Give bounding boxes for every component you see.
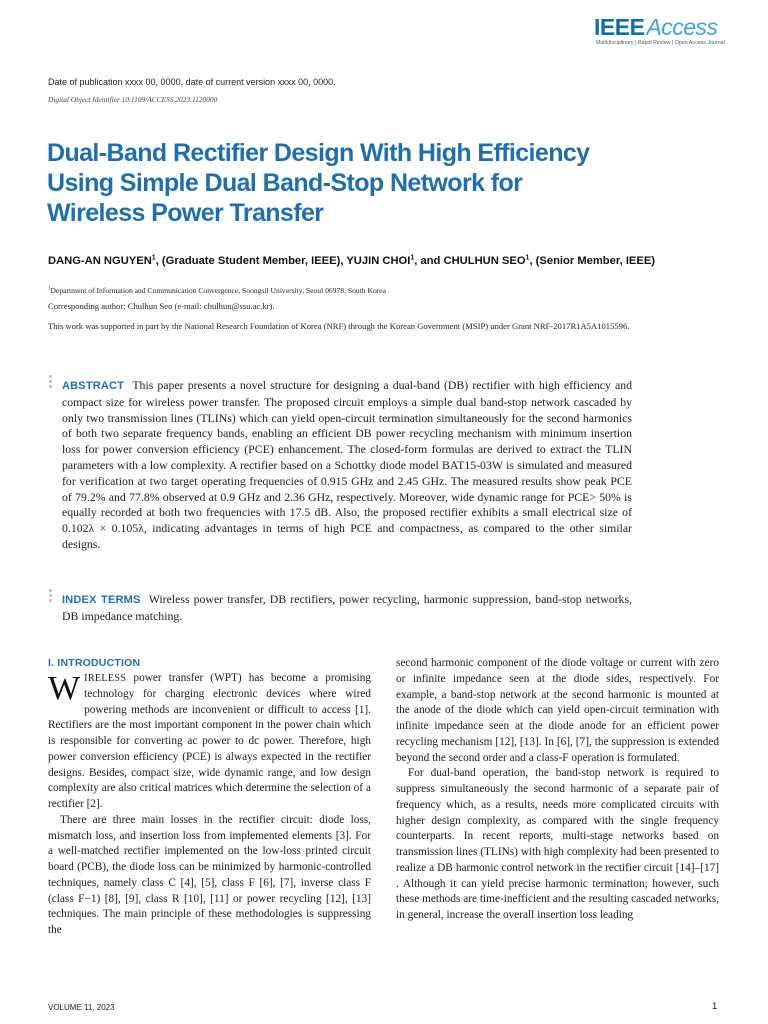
abstract (62, 378, 632, 553)
author-name: YUJIN CHOI (346, 255, 411, 267)
first-word-smallcaps: IRELESS (84, 673, 127, 684)
page-number: 1 (712, 1001, 718, 1012)
author-affiliation-mark: 1 (151, 254, 156, 262)
abstract-marker-dots (49, 375, 52, 390)
title-line-1: Dual-Band Rectifier Design With High Efficiency (47, 139, 590, 167)
affiliation (48, 286, 386, 295)
section-heading: I. INTRODUCTION (48, 657, 141, 669)
logo-ieee-text: IEEE (594, 14, 645, 40)
logo-tagline: Multidisciplinary | Rapid Review | Open Access Journal (596, 40, 725, 46)
abstract-text: This paper presents a novel structure for designing a dual-band (DB) rectifier with high efficiency and compact size for wireless power transfer. The proposed circuit employs a simple dual band-stop network cascaded by only two transmission lines (TLINs) which can yield open-circuit termination simultaneously for the second harmonics of both two separate frequency bands, enabling an efficient DB power recycling mechanism with minimum insertion loss for power conversion efficiency (PCE) enhancement. The closed-form formulas are derived to extract the TLIN parameters with a low complexity. A rectifier based on a Schottky diode model BAT15-03W is simulated and measured for verification at two target operating frequencies of 0.915 GHz and 2.45 GHz. The measured results show peak PCE of 79.2% and 77.8% observed at 0.9 GHz and 2.36 GHz, respectively. Moreover, wide dynamic range for PCE> 50% is equally recorded at both two frequencies with 17.5 dB. Also, the proposed rectifier exhibits a small electrical size of 0.102λ × 0.105λ, indicating advantages in terms of high PCE and compactness, as compared to the other similar designs. (62, 378, 632, 551)
title-line-2: Using Simple Dual Band-Stop Network for (47, 169, 523, 197)
footer-volume: VOLUME 11, 2023 (48, 1003, 115, 1012)
ieee-access-logo (594, 14, 725, 48)
title-line-3: Wireless Power Transfer (47, 199, 324, 227)
author-role: , (Graduate Student Member, IEEE), (155, 255, 347, 267)
abstract-heading: ABSTRACT (62, 380, 125, 392)
affiliation-text: Department of Information and Communication Convergence, Soongsil University, Seoul 06978, South Korea (50, 286, 387, 295)
paragraph: There are three main losses in the rectifier circuit: diode loss, mismatch loss, and insertion loss from implemented elements [3]. For a well-matched rectifier implemented on the low-loss printed circuit board (PCB), the diode loss can be minimized by harmonic-controlled techniques, namely class C [4], [5], class F [6], [7], inverse class F (class F−1) [8], [9], class R [10], [11] or power recycling [12], [13] techniques. The main principle of these methodologies is suppressing the (48, 813, 371, 936)
author-name: CHULHUN SEO (443, 255, 526, 267)
author-role: , (Senior Member, IEEE) (529, 255, 656, 267)
author-separator: , and (414, 255, 444, 267)
paragraph: For dual-band operation, the band-stop network is required to suppress simultaneously the second harmonic of a separate pair of frequency which, as a results, needs more complicated circuits with higher design complexity, as compared with the single frequency counterparts. In recent reports, multi-stage networks based on transmission lines (TLINs) with high complexity had been presented to realize a DB harmonic control network in the rectifier circuit [14]–[17] . Although it can yield precise harmonic termination; however, such these methods are time-inefficient and the resulting cascaded networks, in general, increase the overall insertion loss leading (396, 767, 719, 921)
doi-line: Digital Object Identifier 10.1109/ACCESS.2023.1120000 (48, 95, 218, 104)
paper-title (47, 138, 687, 228)
affiliation-mark: 1 (48, 286, 51, 292)
index-terms (62, 592, 632, 625)
author-affiliation-mark: 1 (525, 254, 530, 262)
funding-note: This work was supported in part by the National Research Foundation of Korea (NRF) through the Korean Government (MSIP) under Grant NRF-2017R1A5A1015596. (48, 321, 630, 331)
author-name: DANG-AN NGUYEN (48, 255, 152, 267)
drop-cap: W (48, 670, 81, 707)
body-column-left (48, 656, 371, 939)
index-terms-text: Wireless power transfer, DB rectifiers, power recycling, harmonic suppression, band-stop networks, DB impedance matching. (62, 592, 632, 623)
paragraph-text: power transfer (WPT) has become a promising technology for charging electronic devices where wired powering methods are inconvenient or difficult to access [1]. Rectifiers are the most important component in the power chain which is responsible for converting ac power to dc power. Therefore, high power conversion efficiency (PCE) is always expected in the rectifier designs. Besides, compact size, wide dynamic range, and low design complexity are also critical matrices which determine the selection of a rectifier [2]. (48, 672, 371, 810)
index-terms-marker-dots (49, 589, 52, 604)
paragraph (48, 671, 371, 813)
body-column-right (396, 656, 719, 924)
author-list (48, 254, 708, 268)
index-terms-heading: INDEX TERMS (62, 594, 141, 606)
publication-date: Date of publication xxxx 00, 0000, date of current version xxxx 00, 0000. (48, 77, 336, 87)
logo-access-text: Access (646, 14, 718, 40)
paragraph: second harmonic component of the diode voltage or current with zero or infinite impedance seen at the diode sides, respectively. For example, a band-stop network at the second harmonic is mounted at the anode of the diode which can yield open-circuit termination with infinite impedance seen at the diode anode for an efficient power recycling mechanism [12], [13]. In [6], [7], the suppression is extended beyond the second order and a class-F operation is formulated. (396, 657, 719, 764)
author-affiliation-mark: 1 (410, 254, 415, 262)
corresponding-author: Corresponding author: Chulhun Seo (e-mail: chulhun@ssu.ac.kr). (48, 301, 275, 311)
